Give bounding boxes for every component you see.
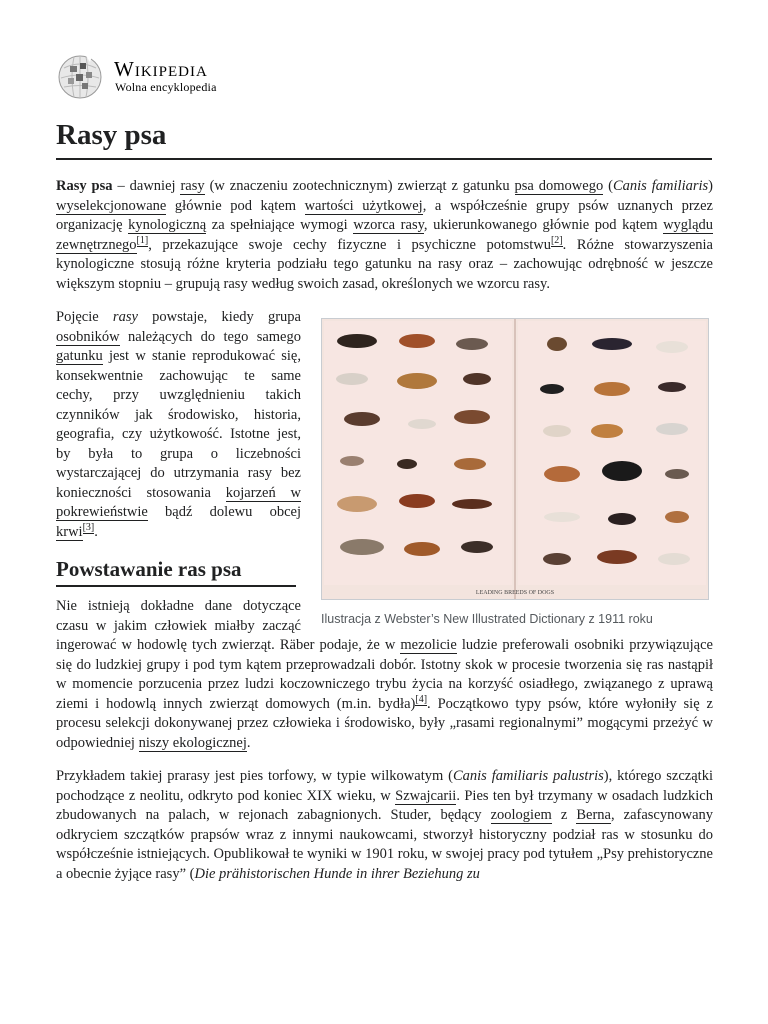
- figure-caption: Ilustracja z Webster’s New Illustrated Dictionary z 1911 roku: [321, 611, 653, 626]
- link-zoologiem[interactable]: zoologiem: [490, 807, 552, 823]
- reference-1[interactable]: [1]: [136, 234, 149, 246]
- link-wzorca-rasy[interactable]: wzorca rasy: [353, 217, 424, 233]
- text: Nie istnieją dokładne dane dotyczące czasu w jakim człowiek miałby zacząć ingerować w hodowlę tych zwierząt. Räber podaje, że w: [56, 598, 401, 653]
- link-berna[interactable]: Berna: [576, 807, 611, 823]
- text: . Różne stowarzyszenia kynologiczne stosują różne kryteria podziału tego gatunku na rasy oraz – zachowując odrębność w jeszcze większym stopniu – grupują rasy według swoich zasad, określonych we wzorcu rasy.: [56, 236, 713, 292]
- italic-term: rasy: [112, 309, 138, 325]
- link-rasy[interactable]: rasy: [180, 178, 205, 194]
- text: , przekazujące swoje cechy fizyczne i psychiczne potomstwu: [148, 236, 551, 253]
- site-header: [56, 54, 456, 100]
- text: . Początkowo typy psów, które wyłoniły się z procesu selekcji dokonywanej przez człowieka i środowisko, były „rasami regionalnymi” mogącymi przeżyć w odpowiedniej: [56, 695, 713, 751]
- peat-dog-paragraph: [56, 767, 713, 884]
- link-osobnikow[interactable]: osobników: [56, 328, 120, 345]
- plate-label: LEADING BREEDS OF DOGS: [475, 590, 555, 596]
- latin-name: Canis familiaris palustris: [452, 768, 604, 784]
- link-wyselekcjonowane[interactable]: wyselekcjonowane: [56, 197, 167, 214]
- reference-3[interactable]: [3]: [82, 521, 95, 533]
- page-title: Rasy psa: [56, 118, 712, 160]
- link-mezolicie[interactable]: mezolicie: [400, 637, 457, 653]
- work-title: Die prähistorischen Hunde in ihrer Beziehung zu: [194, 865, 480, 882]
- intro-paragraph: [56, 177, 713, 294]
- text: ), którego szczątki pochodzące z neolitu, odkryto pod koniec XIX wieku, w: [56, 768, 713, 804]
- link-gatunku[interactable]: gatunku: [56, 348, 103, 364]
- link-niszy-ekologicznej[interactable]: niszy ekologicznej: [138, 734, 247, 751]
- section-heading: Powstawanie ras psa: [56, 556, 296, 587]
- link-kojarzen-w-pokrewienstwie[interactable]: kojarzeń w pokrewieństwie: [56, 484, 301, 520]
- reference-4[interactable]: [4]: [415, 693, 428, 705]
- link-wartosci-uzytkowej[interactable]: wartości użytkowej: [304, 197, 423, 214]
- site-wordmark[interactable]: Wikipedia: [114, 57, 208, 81]
- text: , zafascynowany odkryciem szczątków prapsów wraz z innymi naukowcami, stworzył historyczny podział ras w stosunku do współcześnie istniejących. Opublikował te wyniki w 1901 roku, w swojej pracy pod tytułem „Psy prehistoryczne a obecnie żyjące rasy” (: [56, 807, 714, 882]
- intro-bold-term: Rasy psa: [56, 178, 113, 194]
- text: za spełniające wymogi: [206, 217, 354, 233]
- text: (: [603, 178, 613, 194]
- text: . Pies ten był trzymany w osadach ludzkich zbudowanych na palach, w rejonach zabagnionych. Studer, będący: [56, 787, 713, 823]
- text: powstaje, kiedy grupa: [137, 309, 301, 325]
- text: .: [246, 734, 251, 751]
- text: jest w stanie reprodukować się, konsekwentnie zachowując te same cechy, przy uwzględnieniu takich czynników jak środowisko, historia, geografia, czy użytkowość. Istotne jest, by była to grupa o liczebności wystarczającej do utrzymania rasy bez konieczności stosowania: [56, 348, 301, 501]
- text: (w znaczeniu zootechnicznym) zwierząt z gatunku: [204, 178, 515, 194]
- link-pies-domowy[interactable]: psa domowego: [514, 178, 604, 194]
- text: Pojęcie: [56, 309, 113, 325]
- text: – dawniej: [112, 178, 181, 194]
- latin-name: Canis familiaris: [612, 178, 709, 194]
- text: należących do tego samego: [119, 328, 301, 345]
- figure-dog-breeds: [321, 318, 713, 627]
- text: głównie pod kątem: [166, 197, 305, 214]
- link-szwajcarii[interactable]: Szwajcarii: [395, 787, 457, 804]
- dog-breeds-plate-image[interactable]: [321, 318, 709, 600]
- link-krwi[interactable]: krwi: [56, 523, 83, 540]
- reference-2[interactable]: [2]: [550, 234, 563, 246]
- wikipedia-globe-logo[interactable]: [56, 54, 104, 100]
- text: , ukierunkowanego głównie pod kątem: [423, 217, 664, 233]
- site-tagline: Wolna encyklopedia: [115, 80, 217, 94]
- text: ludzie preferowali osobniki przywiązujące się do ludzkiej grupy i pod tym kątem przeprowadzali dobór. Istotny skok w procesie tworzenia się ras nastąpił w momencie porzucenia przez ludzi koczowniczego trybu życia na korzyść osiadłego, związanego z uprawą ziemi i hodowlą innych zwierząt domowych (m.in. bydła): [56, 637, 713, 712]
- text: bądź dolewu obcej: [147, 504, 301, 520]
- link-kynologiczna[interactable]: kynologiczną: [128, 217, 207, 233]
- text: .: [94, 523, 98, 540]
- article-body: [56, 177, 713, 898]
- text: , a współcześnie grupy psów uznanych przez organizację: [56, 197, 713, 233]
- text: Przykładem takiej prarasy jest pies torfowy, w typie wilkowatym (: [56, 768, 453, 784]
- link-wygladu-zewnetrznego[interactable]: wyglądu zewnętrznego: [56, 217, 714, 253]
- text: z: [551, 807, 577, 823]
- text: ): [708, 178, 714, 194]
